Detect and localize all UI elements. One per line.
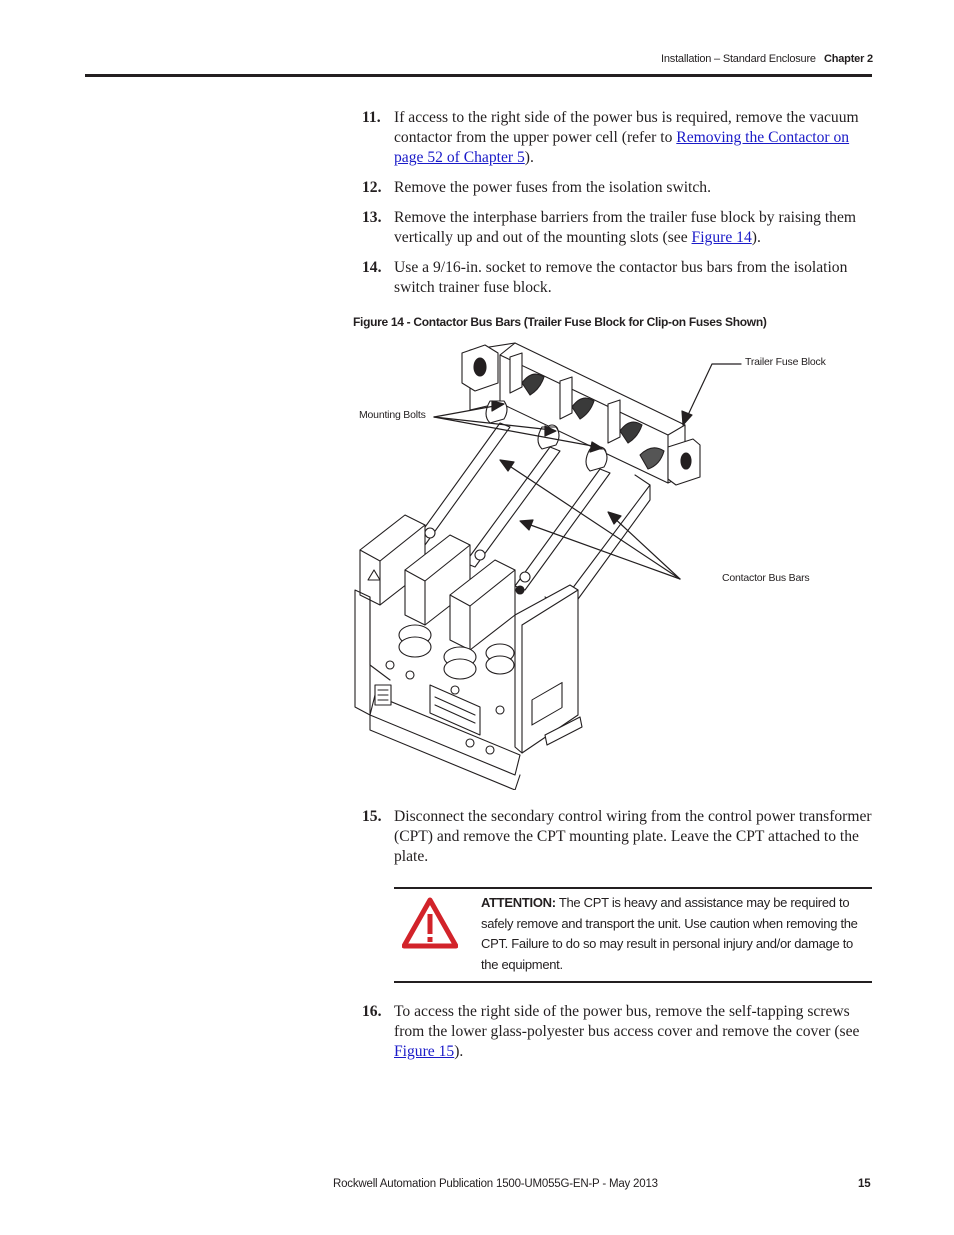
step-number: 15.	[362, 808, 382, 825]
attention-bottom-rule	[394, 981, 872, 983]
step-number: 16.	[362, 1003, 382, 1020]
step-13	[362, 208, 874, 248]
step-text: Use a 9/16-in. socket to remove the contactor bus bars from the isolation switch trainer fuse block.	[394, 259, 848, 297]
link-removing-the-contactor[interactable]: Removing the Contactor on page 52 of Chapter 5	[394, 129, 850, 167]
footer-publication: Rockwell Automation Publication 1500-UM055G-EN-P - May 2013	[333, 1178, 658, 1190]
step-15	[362, 807, 874, 868]
warning-triangle-icon	[402, 897, 458, 949]
callout-contactor-bus-bars: Contactor Bus Bars	[722, 572, 810, 584]
step-number: 12.	[362, 179, 382, 196]
step-number: 14.	[362, 259, 382, 276]
step-text: Disconnect the secondary control wiring from the control power transformer (CPT) and remove the CPT mounting plate. Leave the CPT attached to the plate.	[394, 808, 872, 866]
attention-message: ATTENTION: The CPT is heavy and assistance may be required to safely remove and transport the unit. Use caution when removing the CPT. Failure to do so may result in personal injury and/or damage to the equipment.	[481, 895, 858, 972]
step-text: If access to the right side of the power bus is required, remove the vacuum contactor from the upper power cell (refer to Removing the Contactor on page 52 of Chapter 5).	[394, 109, 859, 167]
step-11	[362, 108, 874, 169]
step-16	[362, 1002, 874, 1063]
figure-caption: Figure 14 - Contactor Bus Bars (Trailer Fuse Block for Clip-on Fuses Shown)	[353, 315, 767, 329]
step-12	[362, 178, 874, 198]
header-rule	[85, 74, 872, 77]
attention-top-rule	[394, 887, 872, 889]
attention-label: ATTENTION:	[481, 895, 556, 910]
contactor-bus-bars-illustration	[350, 335, 860, 790]
link-figure-15[interactable]: Figure 15	[394, 1043, 455, 1061]
step-number: 11.	[362, 109, 381, 126]
step-text: Remove the power fuses from the isolation switch.	[394, 179, 712, 196]
trailer-fuse-block-drawing	[462, 343, 700, 485]
page-number: 15	[858, 1178, 871, 1190]
link-figure-14[interactable]: Figure 14	[691, 229, 752, 247]
step-text: To access the right side of the power bus, remove the self-tapping screws from the lower glass-polyester bus access cover and remove the cover (see Figure 15).	[394, 1003, 860, 1061]
callout-trailer-fuse-block: Trailer Fuse Block	[745, 356, 826, 368]
running-header-chapter: Chapter 2	[824, 53, 873, 65]
step-text: Remove the interphase barriers from the trailer fuse block by raising them vertically up and out of the mounting slots (see Figure 14).	[394, 209, 857, 247]
callout-mounting-bolts: Mounting Bolts	[359, 409, 426, 421]
step-number: 13.	[362, 209, 382, 226]
step-14	[362, 258, 874, 298]
running-header-section: Installation – Standard Enclosure	[661, 53, 816, 65]
